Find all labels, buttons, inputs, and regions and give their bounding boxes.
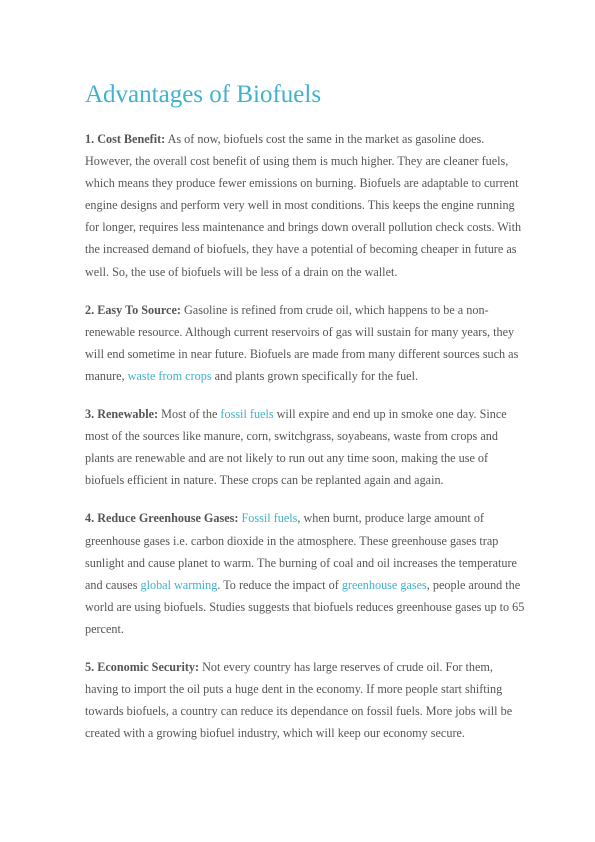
sections-container bbox=[85, 128, 525, 744]
section-paragraph bbox=[85, 299, 525, 387]
section-paragraph bbox=[85, 128, 525, 283]
page-title: Advantages of Biofuels bbox=[85, 81, 322, 108]
inline-link[interactable]: global warming bbox=[140, 577, 218, 592]
section-heading: 4. Reduce Greenhouse Gases: bbox=[85, 511, 239, 526]
inline-link[interactable]: waste from crops bbox=[127, 368, 212, 383]
body-text: . To reduce the impact of bbox=[217, 577, 342, 592]
body-text: Not every country has large reserves of crude oil. For them, having to import the oil puts a huge dent in the economy. If more people start shifting towards biofuels, a country can reduce its dependance on fossil fuels. More jobs will be created with a growing biofuel industry, which will keep our economy secure. bbox=[85, 659, 513, 741]
section-heading: 5. Economic Security: bbox=[85, 659, 200, 674]
section-paragraph bbox=[85, 656, 525, 744]
body-text: , when burnt, produce large amount of greenhouse gases i.e. carbon dioxide in the atmosphere. These greenhouse gases trap sunlight and cause planet to warm. The burning of coal and oil increases the temperature and causes bbox=[85, 511, 517, 592]
body-text: Gasoline is refined from crude oil, which happens to be a non-renewable resource. Although current reservoirs of gas will sustain for many years, they will end sometime in near future. Biofuels are made from many different sources such as manure, bbox=[85, 302, 519, 383]
body-text: will expire and end up in smoke one day. Since most of the sources like manure, corn, switchgrass, soyabeans, waste from crops and plants are renewable and are not likely to run out any time soon, making the use of biofuels efficient in nature. These crops can be replanted again and again. bbox=[85, 407, 507, 488]
section-heading: 3. Renewable: bbox=[85, 407, 159, 422]
section-heading: 1. Cost Benefit: bbox=[85, 132, 166, 146]
body-text: , people around the world are using biofuels. Studies suggests that biofuels reduces greenhouse gases up to 65 percent. bbox=[85, 577, 525, 636]
body-text: and plants grown specifically for the fuel. bbox=[211, 368, 419, 383]
body-text: Most of the bbox=[158, 407, 221, 422]
inline-link[interactable]: fossil fuels bbox=[220, 407, 274, 422]
section-heading: 2. Easy To Source: bbox=[85, 302, 181, 317]
body-text: As of now, biofuels cost the same in the market as gasoline does. However, the overall cost benefit of using them is much higher. They are cleaner fuels, which means they produce fewer emissions on burning. Biofuels are adaptable to current engine designs and perform very well in most conditions. This keeps the engine running for longer, requires less maintenance and brings down overall pollution check costs. With the increased demand of biofuels, they have a potential of becoming cheaper in future as well. So, the use of biofuels will be less of a drain on the wallet. bbox=[85, 132, 522, 279]
inline-link[interactable]: greenhouse gases bbox=[341, 577, 427, 592]
section-paragraph bbox=[85, 507, 525, 640]
inline-link[interactable]: Fossil fuels bbox=[241, 511, 298, 526]
section-paragraph bbox=[85, 403, 525, 491]
